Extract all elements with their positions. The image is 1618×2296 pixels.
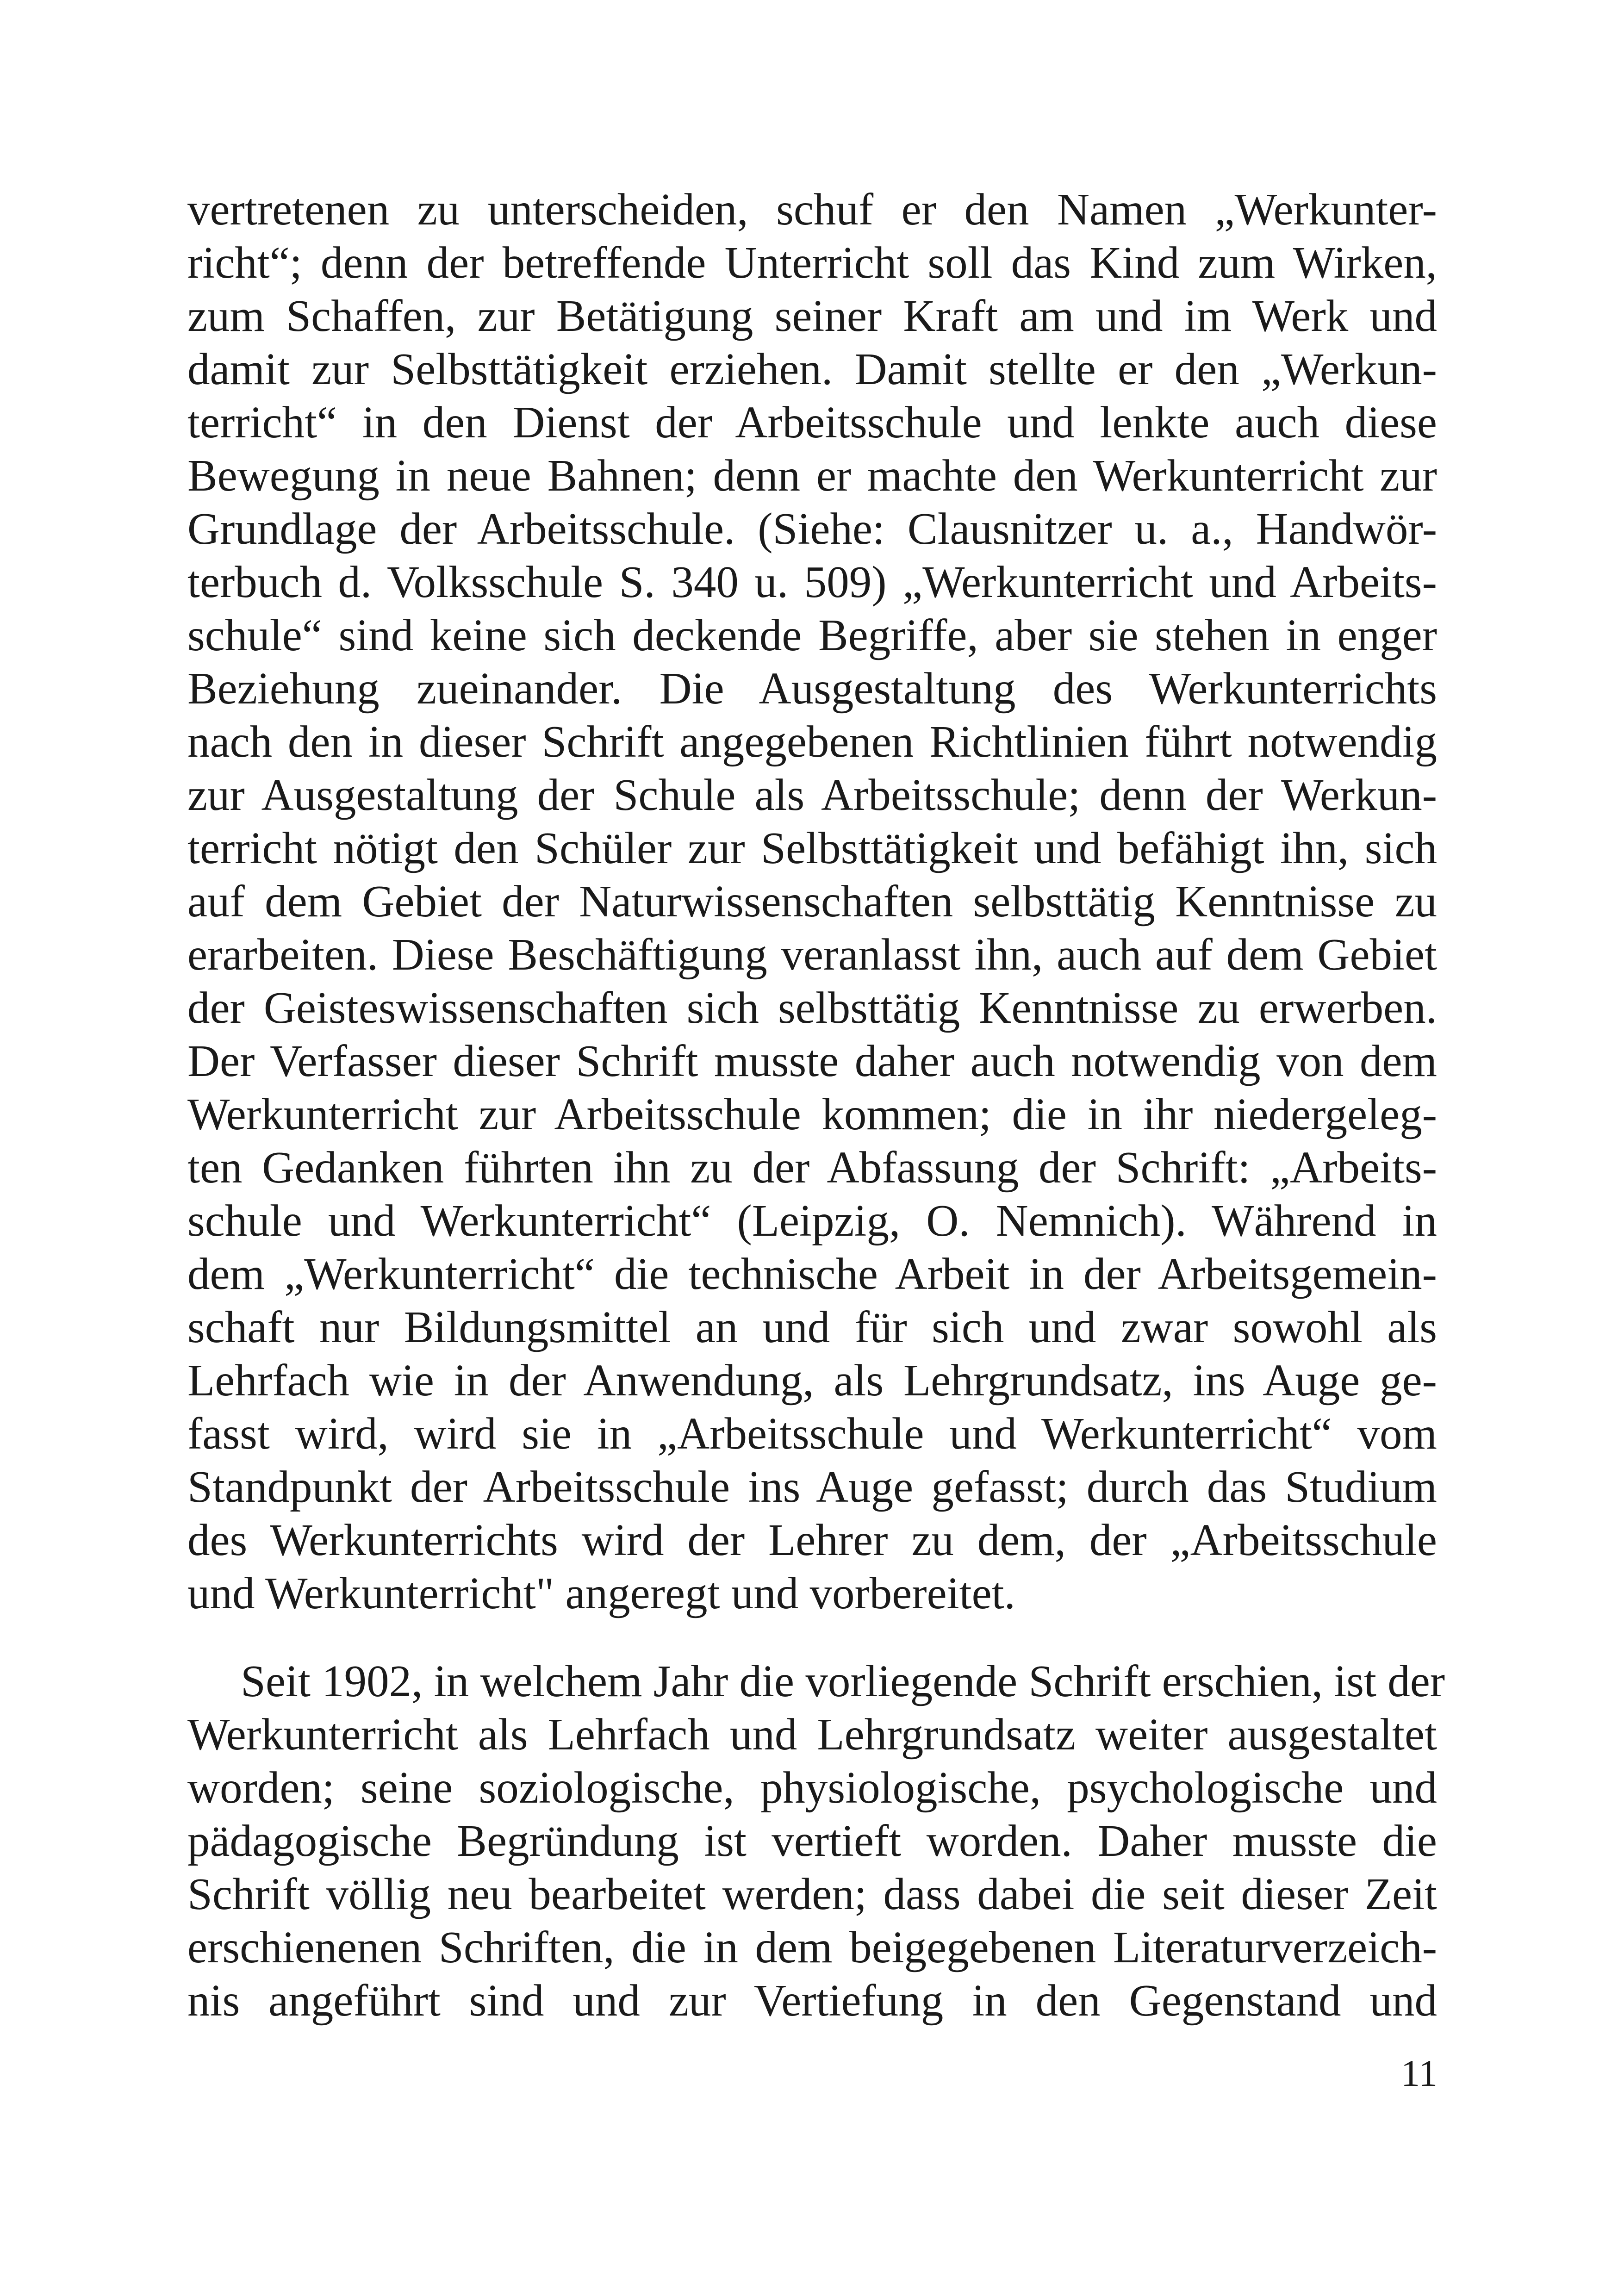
body-text <box>187 183 1445 2027</box>
text-line: terbuch d. Volksschule S. 340 u. 509) „Werkunterricht und Arbeits- <box>187 557 1437 607</box>
text-line: Seit 1902, in welchem Jahr die vorliegende Schrift erschien, ist der <box>241 1656 1445 1706</box>
text-line: des Werkunterrichts wird der Lehrer zu dem, der „Arbeitsschule <box>187 1515 1437 1565</box>
paragraph-1 <box>187 183 1437 1620</box>
text-line: terricht“ in den Dienst der Arbeitsschule und lenkte auch diese <box>187 398 1437 447</box>
text-line: dem „Werkunterricht“ die technische Arbeit in der Arbeitsgemein- <box>187 1249 1437 1299</box>
text-line: schaft nur Bildungsmittel an und für sich und zwar sowohl als <box>187 1302 1437 1352</box>
text-line: Schrift völlig neu bearbeitet werden; dass dabei die seit dieser Zeit <box>187 1869 1437 1919</box>
text-line: worden; seine soziologische, physiologische, psychologische und <box>187 1763 1437 1812</box>
paragraph-gap <box>187 1620 1437 1655</box>
text-line: erarbeiten. Diese Beschäftigung veranlasst ihn, auch auf dem Gebiet <box>187 930 1437 979</box>
text-line: Bewegung in neue Bahnen; denn er machte den Werkunterricht zur <box>187 451 1437 500</box>
text-line: richt“; denn der betreffende Unterricht soll das Kind zum Wirken, <box>187 238 1437 287</box>
text-line: Lehrfach wie in der Anwendung, als Lehrgrundsatz, ins Auge ge- <box>187 1356 1437 1405</box>
text-line: ten Gedanken führten ihn zu der Abfassung der Schrift: „Arbeits- <box>187 1143 1437 1192</box>
text-line: zum Schaffen, zur Betätigung seiner Kraft am und im Werk und <box>187 291 1437 341</box>
text-line: nach den in dieser Schrift angegebenen Richtlinien führt notwendig <box>187 717 1437 766</box>
text-line: zur Ausgestaltung der Schule als Arbeitsschule; denn der Werkun- <box>187 770 1437 820</box>
paragraph-2 <box>187 1655 1445 2027</box>
text-line: nis angeführt sind und zur Vertiefung in den Gegenstand und <box>187 1976 1437 2025</box>
page-number: 11 <box>1401 2052 1438 2094</box>
text-line: terricht nötigt den Schüler zur Selbsttätigkeit und befähigt ihn, sich <box>187 823 1437 873</box>
text-line: Beziehung zueinander. Die Ausgestaltung des Werkunterrichts <box>187 664 1437 713</box>
text-line: vertretenen zu unterscheiden, schuf er den Namen „Werkunter- <box>187 185 1437 234</box>
text-line: auf dem Gebiet der Naturwissenschaften selbsttätig Kenntnisse zu <box>187 877 1437 926</box>
text-line: Der Verfasser dieser Schrift musste daher auch notwendig von dem <box>187 1036 1437 1086</box>
text-line: pädagogische Begründung ist vertieft worden. Daher musste die <box>187 1816 1437 1866</box>
text-line: erschienenen Schriften, die in dem beigegebenen Literaturverzeich- <box>187 1923 1437 1972</box>
text-line: schule und Werkunterricht“ (Leipzig, O. Nemnich). Während in <box>187 1196 1437 1245</box>
text-line: Grundlage der Arbeitsschule. (Siehe: Clausnitzer u. a., Handwör- <box>187 504 1437 554</box>
text-line: und Werkunterricht" angeregt und vorbereitet. <box>187 1568 1015 1618</box>
text-line: fasst wird, wird sie in „Arbeitsschule und Werkunterricht“ vom <box>187 1409 1437 1458</box>
text-line: Werkunterricht als Lehrfach und Lehrgrundsatz weiter ausgestaltet <box>187 1710 1437 1759</box>
text-line: schule“ sind keine sich deckende Begriffe, aber sie stehen in enger <box>187 610 1437 660</box>
text-line: damit zur Selbsttätigkeit erziehen. Damit stellte er den „Werkun- <box>187 344 1437 394</box>
text-line: Standpunkt der Arbeitsschule ins Auge gefasst; durch das Studium <box>187 1462 1437 1512</box>
text-line: der Geisteswissenschaften sich selbsttätig Kenntnisse zu erwerben. <box>187 983 1437 1033</box>
text-line: Werkunterricht zur Arbeitsschule kommen; die in ihr niedergeleg- <box>187 1089 1437 1139</box>
